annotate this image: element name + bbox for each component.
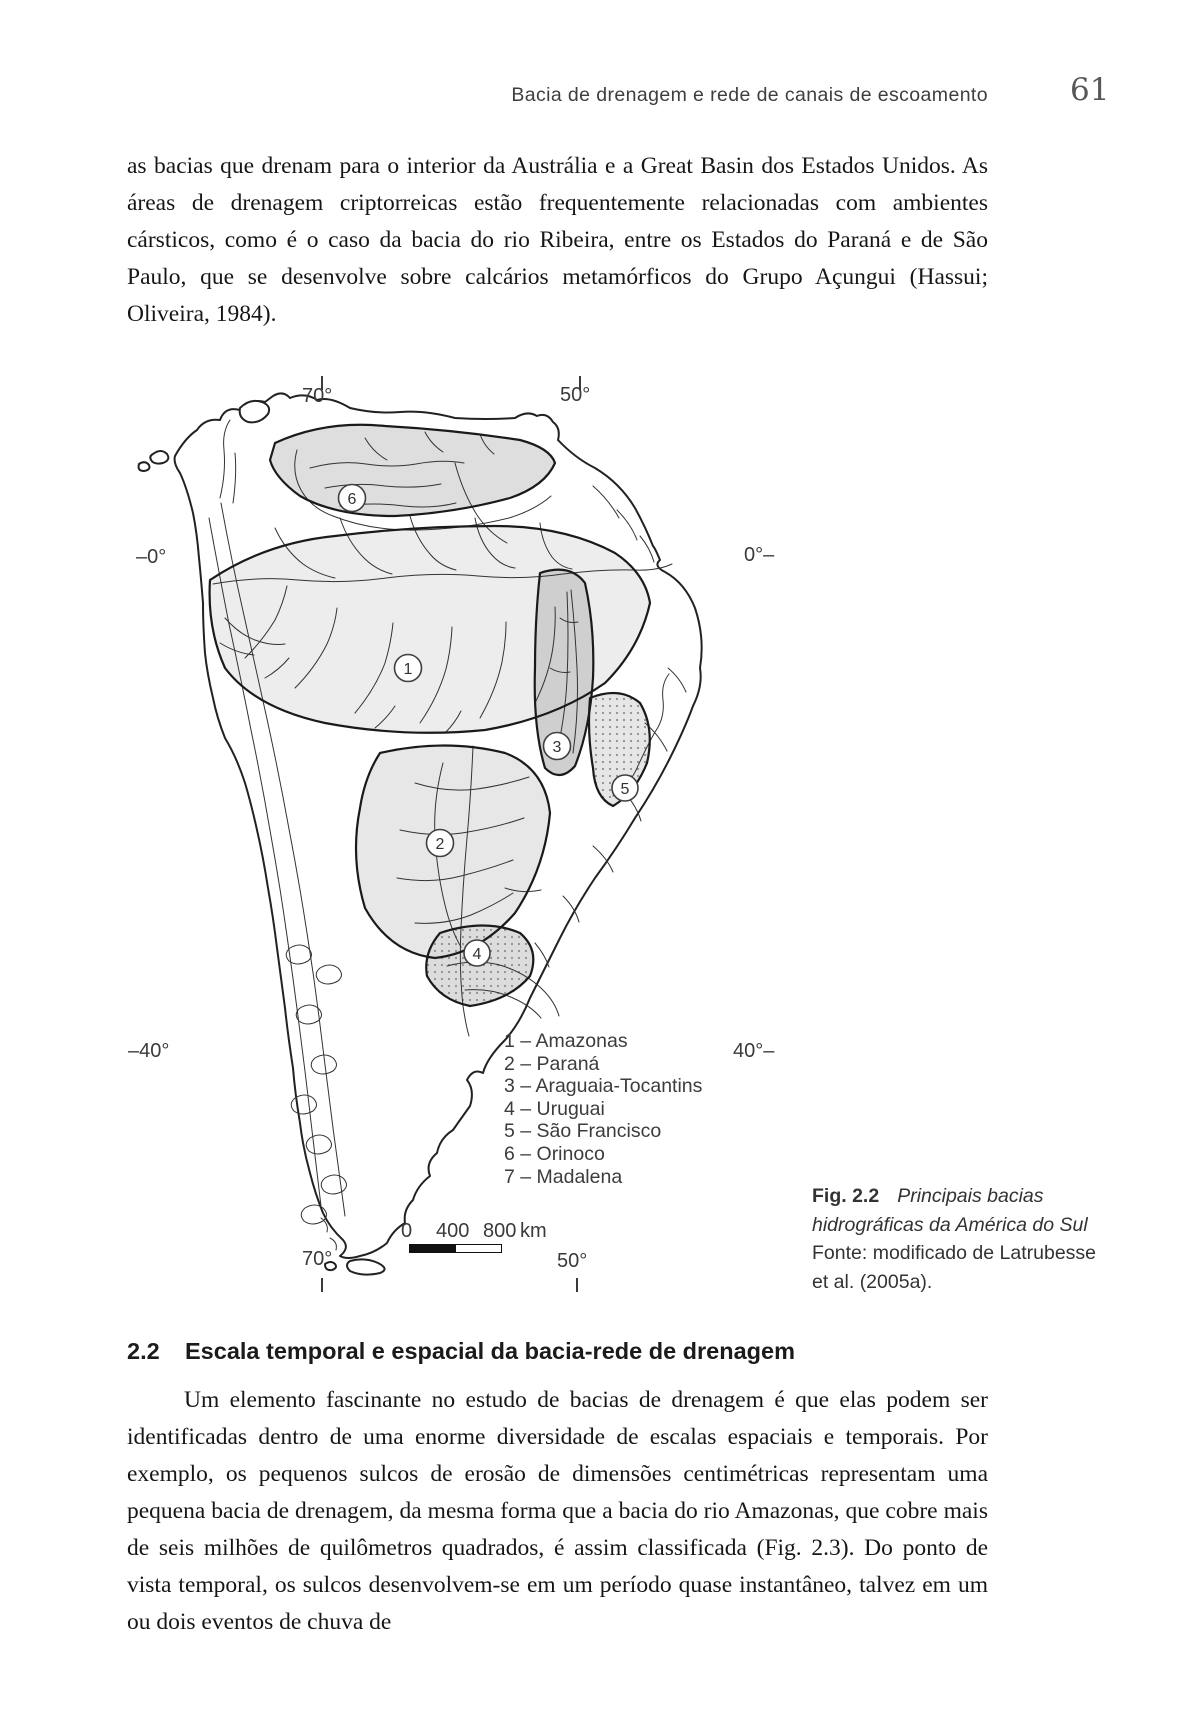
- legend-item: 5 – São Francisco: [504, 1120, 662, 1143]
- legend-item: 4 – Uruguai: [504, 1097, 605, 1120]
- section-number: 2.2: [127, 1338, 160, 1364]
- paragraph-1: as bacias que drenam para o interior da Austrália e a Great Basin dos Estados Unidos. As áreas de drenagem criptorreicas estão frequentemente relacionadas com ambientes cársticos, como é o caso da bacia do rio Ribeira, entre os Estados do Paraná e de São Paulo, que se desenvolve sobre calcários metamórficos do Grupo Açungui (Hassui; Oliveira, 1984).: [127, 153, 988, 327]
- lat-label-equator-left: –0°: [136, 546, 167, 568]
- lat-label-40-right: 40°–: [733, 1040, 775, 1062]
- legend-item: 3 – Araguaia-Tocantins: [504, 1075, 703, 1098]
- lon-label-top-70: 70°: [302, 385, 333, 407]
- paragraph-2: Um elemento fascinante no estudo de bacias de drenagem é que elas podem ser identificadas dentro de uma enorme diversidade de escalas espaciais e temporais. Por exemplo, os pequenos sulcos de erosão de dimensões centimétricas representam uma pequena bacia de drenagem, da mesma forma que a bacia do rio Amazonas, que cobre mais de seis milhões de quilômetros quadrados, é assim classificada (Fig. 2.3). Do ponto de vista temporal, os sulcos desenvolvem-se em um período quase instantâneo, talvez em um ou dois eventos de chuva de: [127, 1387, 988, 1635]
- basin-marker-sao-francisco: [612, 775, 638, 801]
- section-heading: [127, 1338, 795, 1365]
- tierra-del-fuego: [347, 1259, 385, 1274]
- legend-item: 2 – Paraná: [504, 1052, 600, 1075]
- scale-bar-segment-empty: [456, 1245, 502, 1252]
- scale-bar-segment-filled: [410, 1245, 456, 1252]
- marker-number: 3: [552, 739, 562, 756]
- caption-fig-title: Principais bacias hidrográficas da América do Sul: [812, 1185, 1088, 1236]
- marker-number: 1: [403, 661, 413, 678]
- caption-source: Fonte: modificado de Latrubesse et al. (2005a).: [812, 1242, 1097, 1293]
- basin-marker-parana: [427, 830, 454, 857]
- page-number: 61: [1070, 72, 1110, 108]
- legend-item: 1 – Amazonas: [504, 1030, 628, 1052]
- scale-unit-km: km: [520, 1220, 547, 1242]
- legend-item: 7 – Madalena: [504, 1165, 623, 1188]
- marker-number: 4: [472, 946, 482, 963]
- marker-number: 2: [435, 836, 445, 853]
- scale-label-400: 400: [436, 1220, 470, 1242]
- basin-marker-orinoco: [339, 485, 366, 512]
- caption-line: [812, 1182, 1112, 1239]
- lon-label-bottom-50: 50°: [557, 1250, 588, 1272]
- lat-label-40-left: –40°: [128, 1040, 170, 1062]
- scale-label-0: 0: [401, 1220, 413, 1242]
- legend-item: 6 – Orinoco: [504, 1142, 605, 1165]
- coast-fragment: [139, 462, 150, 471]
- basin-marker-uruguai: [464, 940, 490, 966]
- marker-number: 5: [620, 781, 630, 798]
- lat-label-equator-right: 0°–: [744, 544, 775, 566]
- basin-marker-amazonas: [395, 655, 422, 682]
- scale-label-800: 800: [483, 1220, 517, 1242]
- scale-bar: [409, 1244, 502, 1253]
- map-legend: [504, 1030, 702, 1188]
- lon-label-bottom-70: 70°: [302, 1248, 333, 1270]
- coast-fragment: [150, 451, 168, 464]
- running-header: Bacia de drenagem e rede de canais de escoamento: [511, 84, 988, 106]
- basin-marker-tocantins: [544, 733, 571, 760]
- marker-number: 6: [347, 491, 357, 508]
- figure-caption: [812, 1182, 1112, 1296]
- lon-label-top-50: 50°: [560, 384, 591, 406]
- caption-fig-label: Fig. 2.2: [812, 1185, 880, 1207]
- section-title: Escala temporal e espacial da bacia-rede de drenagem: [185, 1338, 795, 1364]
